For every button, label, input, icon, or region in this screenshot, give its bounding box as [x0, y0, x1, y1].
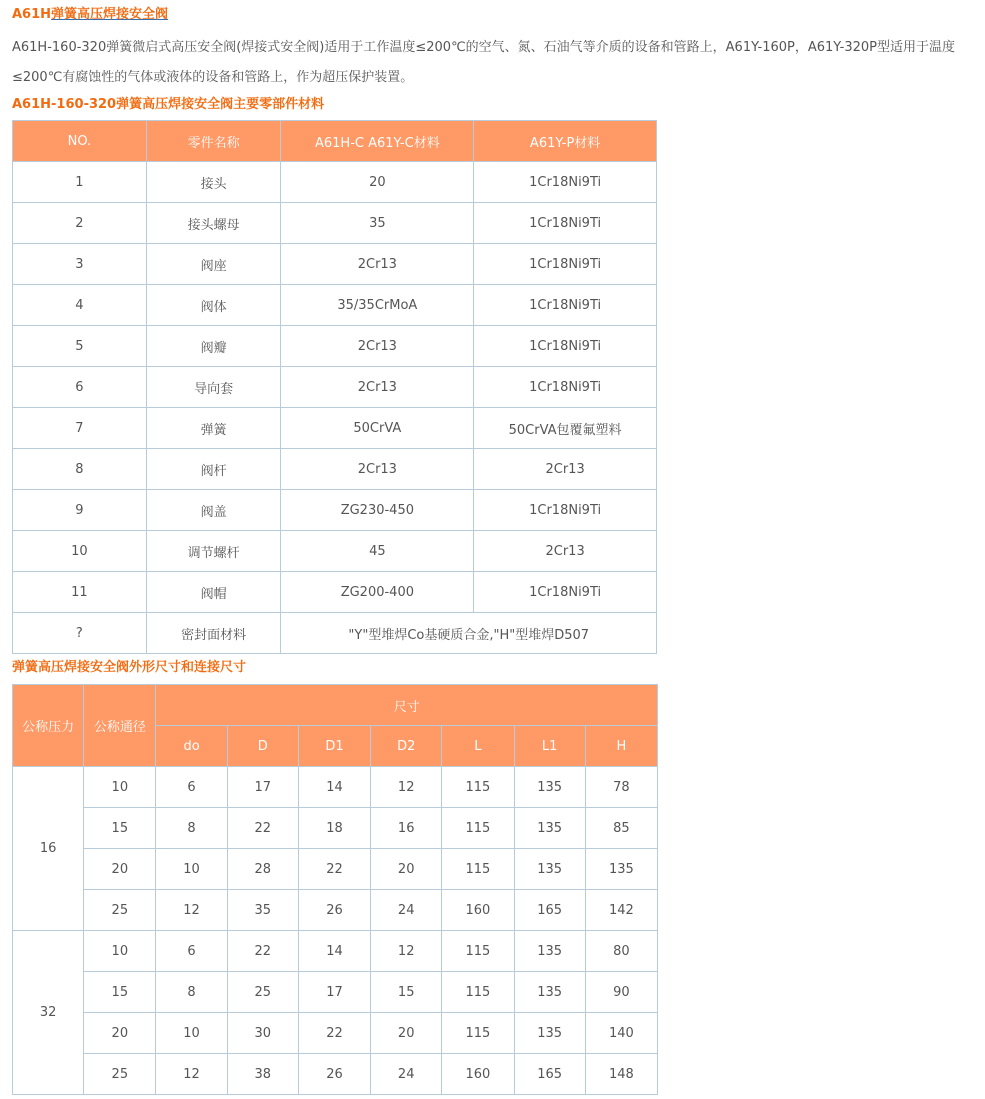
table-cell: 20 [281, 162, 474, 203]
table-row [13, 326, 657, 367]
table-cell: 78 [585, 767, 657, 808]
table-cell: 5 [13, 326, 147, 367]
materials-title: A61H-160-320弹簧高压焊接安全阀主要零部件材料 [12, 97, 325, 112]
table-cell: 4 [13, 285, 147, 326]
table-cell: 8 [156, 808, 227, 849]
table-cell: 140 [585, 1013, 657, 1054]
table-cell: 22 [298, 849, 370, 890]
table-cell: 165 [514, 890, 585, 931]
table-cell: 10 [84, 931, 156, 972]
table-cell: 17 [227, 767, 298, 808]
table-cell: 8 [156, 972, 227, 1013]
header-H: H [585, 726, 657, 767]
table-cell: 35 [227, 890, 298, 931]
table-cell: 12 [156, 890, 227, 931]
table-cell: "Y"型堆焊Co基硬质合金,"H"型堆焊D507 [281, 613, 657, 654]
table-cell: 12 [371, 931, 442, 972]
table-cell: 135 [514, 972, 585, 1013]
table-cell: 115 [442, 972, 514, 1013]
table-cell: 2Cr13 [281, 449, 474, 490]
table-cell: 1Cr18Ni9Ti [474, 490, 657, 531]
table-cell: 142 [585, 890, 657, 931]
table-cell: 17 [298, 972, 370, 1013]
table-cell: 弹簧 [146, 408, 281, 449]
table-cell: 35/35CrMoA [281, 285, 474, 326]
table-cell: 1Cr18Ni9Ti [474, 326, 657, 367]
table-row [13, 767, 658, 808]
table-cell: 6 [13, 367, 147, 408]
table-row [13, 808, 658, 849]
header-p-material: A61Y-P材料 [474, 121, 657, 162]
table-cell: 接头 [146, 162, 281, 203]
materials-header-row [13, 121, 657, 162]
table-cell: ZG230-450 [281, 490, 474, 531]
header-L1: L1 [514, 726, 585, 767]
table-cell: 115 [442, 1013, 514, 1054]
intro-paragraph: A61H-160-320弹簧微启式高压安全阀(焊接式安全阀)适用于工作温度≤200℃的空气、氮、石油气等介质的设备和管路上，A61Y-160P，A61Y-320P型适用于温度 ≤200℃有腐蚀性的气体或液体的设备和管路上，作为超压保护装置。 [12, 40, 956, 85]
table-cell: 12 [156, 1054, 227, 1095]
table-cell: 24 [371, 890, 442, 931]
table-cell: 密封面材料 [146, 613, 281, 654]
table-cell: 7 [13, 408, 147, 449]
table-cell: 25 [227, 972, 298, 1013]
table-row-seal-material [13, 613, 657, 654]
table-cell: 1Cr18Ni9Ti [474, 285, 657, 326]
table-cell: 22 [227, 931, 298, 972]
table-cell: 11 [13, 572, 147, 613]
table-cell: 18 [298, 808, 370, 849]
page-heading [12, 5, 168, 25]
header-do: do [156, 726, 227, 767]
table-cell: 25 [84, 1054, 156, 1095]
table-cell: 阀座 [146, 244, 281, 285]
table-cell: 1 [13, 162, 147, 203]
table-cell: 45 [281, 531, 474, 572]
table-cell: 2Cr13 [281, 367, 474, 408]
table-row [13, 408, 657, 449]
header-c-material: A61H-C A61Y-C材料 [281, 121, 474, 162]
table-row [13, 449, 657, 490]
table-cell: 15 [84, 972, 156, 1013]
header-D2: D2 [371, 726, 442, 767]
table-cell: 135 [514, 808, 585, 849]
table-row [13, 367, 657, 408]
header-size: 尺寸 [156, 685, 658, 726]
dimensions-table [12, 684, 658, 1095]
header-nominal-diameter: 公称通径 [84, 685, 156, 767]
header-D: D [227, 726, 298, 767]
table-cell: 26 [298, 890, 370, 931]
table-cell: ? [13, 613, 147, 654]
header-L: L [442, 726, 514, 767]
table-cell: 135 [514, 849, 585, 890]
table-cell: 35 [281, 203, 474, 244]
table-row [13, 849, 658, 890]
table-cell: 导向套 [146, 367, 281, 408]
table-cell: 115 [442, 931, 514, 972]
dimensions-header-row-1 [13, 685, 658, 726]
table-cell: 80 [585, 931, 657, 972]
table-cell: 20 [371, 849, 442, 890]
table-cell: 160 [442, 1054, 514, 1095]
table-cell: 135 [585, 849, 657, 890]
table-cell: 16 [371, 808, 442, 849]
table-cell: 20 [84, 1013, 156, 1054]
table-cell: 26 [298, 1054, 370, 1095]
table-cell: 1Cr18Ni9Ti [474, 572, 657, 613]
table-cell: 1Cr18Ni9Ti [474, 244, 657, 285]
table-cell: 160 [442, 890, 514, 931]
table-cell: 2Cr13 [281, 244, 474, 285]
table-cell: 135 [514, 931, 585, 972]
table-row [13, 531, 657, 572]
table-cell: 2 [13, 203, 147, 244]
table-cell: 10 [13, 531, 147, 572]
table-row [13, 890, 658, 931]
table-row [13, 572, 657, 613]
table-cell: 14 [298, 767, 370, 808]
table-row [13, 162, 657, 203]
table-cell: 20 [84, 849, 156, 890]
table-cell: 24 [371, 1054, 442, 1095]
table-cell: 10 [156, 1013, 227, 1054]
table-row [13, 244, 657, 285]
table-cell: 6 [156, 767, 227, 808]
table-cell: 148 [585, 1054, 657, 1095]
nominal-pressure-cell: 16 [13, 767, 84, 931]
table-cell: 50CrVA [281, 408, 474, 449]
table-cell: 调节螺杆 [146, 531, 281, 572]
table-row [13, 931, 658, 972]
table-cell: 阀杆 [146, 449, 281, 490]
table-row [13, 1054, 658, 1095]
header-part-name: 零件名称 [146, 121, 281, 162]
table-cell: 135 [514, 767, 585, 808]
table-row [13, 972, 658, 1013]
table-cell: 22 [298, 1013, 370, 1054]
table-cell: 2Cr13 [474, 531, 657, 572]
table-cell: 阀帽 [146, 572, 281, 613]
header-no: NO. [13, 121, 147, 162]
table-cell: 阀体 [146, 285, 281, 326]
header-nominal-pressure: 公称压力 [13, 685, 84, 767]
table-cell: 38 [227, 1054, 298, 1095]
table-cell: 9 [13, 490, 147, 531]
materials-table [12, 120, 657, 654]
table-cell: 1Cr18Ni9Ti [474, 203, 657, 244]
dimensions-title: 弹簧高压焊接安全阀外形尺寸和连接尺寸 [12, 660, 247, 675]
table-cell: 15 [84, 808, 156, 849]
table-cell: 115 [442, 808, 514, 849]
table-cell: 115 [442, 849, 514, 890]
product-link[interactable]: 弹簧高压焊接安全阀 [51, 7, 169, 22]
table-cell: 135 [514, 1013, 585, 1054]
table-cell: 10 [156, 849, 227, 890]
table-cell: 2Cr13 [281, 326, 474, 367]
table-cell: 90 [585, 972, 657, 1013]
table-cell: 10 [84, 767, 156, 808]
table-row [13, 203, 657, 244]
table-cell: 115 [442, 767, 514, 808]
heading-prefix: A61H [12, 7, 52, 22]
table-row [13, 1013, 658, 1054]
table-cell: 22 [227, 808, 298, 849]
header-D1: D1 [298, 726, 370, 767]
table-cell: 6 [156, 931, 227, 972]
table-cell: ZG200-400 [281, 572, 474, 613]
table-cell: 阀盖 [146, 490, 281, 531]
table-cell: 165 [514, 1054, 585, 1095]
nominal-pressure-cell: 32 [13, 931, 84, 1095]
table-cell: 3 [13, 244, 147, 285]
table-cell: 2Cr13 [474, 449, 657, 490]
table-cell: 28 [227, 849, 298, 890]
table-cell: 20 [371, 1013, 442, 1054]
table-cell: 14 [298, 931, 370, 972]
table-row [13, 490, 657, 531]
table-cell: 1Cr18Ni9Ti [474, 367, 657, 408]
table-cell: 12 [371, 767, 442, 808]
table-cell: 1Cr18Ni9Ti [474, 162, 657, 203]
table-cell: 30 [227, 1013, 298, 1054]
table-cell: 85 [585, 808, 657, 849]
table-cell: 阀瓣 [146, 326, 281, 367]
table-row [13, 285, 657, 326]
table-cell: 接头螺母 [146, 203, 281, 244]
table-cell: 25 [84, 890, 156, 931]
table-cell: 8 [13, 449, 147, 490]
table-cell: 50CrVA包覆氟塑料 [474, 408, 657, 449]
table-cell: 15 [371, 972, 442, 1013]
